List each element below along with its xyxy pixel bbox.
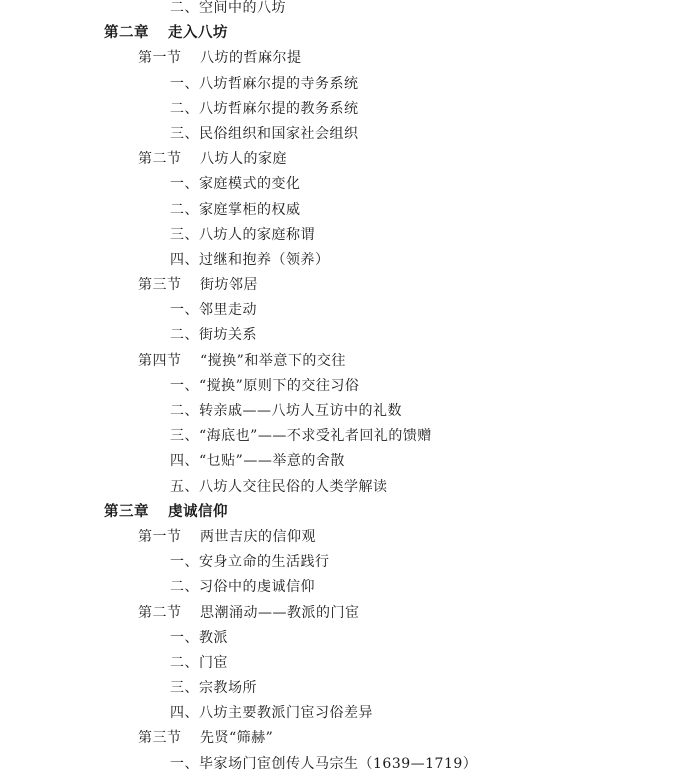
chapter-number: 第二章 xyxy=(104,25,149,42)
toc-section-heading xyxy=(0,147,681,172)
toc-item: 四、八坊主要教派门宦习俗差异 xyxy=(170,705,373,722)
toc-item: 一、毕家场门宦创传人马宗生（1639—1719） xyxy=(170,755,478,772)
section-title: 先贤“筛赫” xyxy=(200,730,274,747)
toc-item: 三、“海底也”——不求受礼者回礼的馈赠 xyxy=(170,428,432,445)
toc-item: 二、家庭掌柜的权威 xyxy=(170,201,301,218)
toc-item: 三、民俗组织和国家社会组织 xyxy=(170,125,359,142)
toc-item: 一、家庭模式的变化 xyxy=(170,176,301,193)
section-title: “搅换”和举意下的交往 xyxy=(200,352,346,369)
toc-item: 二、空间中的八坊 xyxy=(170,0,286,16)
toc-item: 二、习俗中的虔诚信仰 xyxy=(170,579,315,596)
toc-item: 二、八坊哲麻尔提的教务系统 xyxy=(170,100,359,117)
toc-section-heading xyxy=(0,525,681,550)
toc-item: 五、八坊人交往民俗的人类学解读 xyxy=(170,478,388,495)
toc-item: 二、门宦 xyxy=(170,654,228,671)
section-title: 八坊的哲麻尔提 xyxy=(200,50,302,67)
section-number: 第四节 xyxy=(138,352,182,369)
chapter-number: 第三章 xyxy=(104,503,149,520)
toc-section-heading xyxy=(0,46,681,71)
toc-section-heading xyxy=(0,726,681,751)
section-title: 思潮涌动——教派的门宦 xyxy=(200,604,360,621)
toc-item: 四、过继和抱养（领养） xyxy=(170,251,330,268)
toc-item: 三、八坊人的家庭称谓 xyxy=(170,226,315,243)
toc-item: 一、安身立命的生活践行 xyxy=(170,554,330,571)
toc-section-heading xyxy=(0,273,681,298)
toc-item: 二、转亲戚——八坊人互访中的礼数 xyxy=(170,403,402,419)
toc-item: 一、教派 xyxy=(170,629,228,646)
toc-chapter-heading xyxy=(0,500,681,525)
section-title: 街坊邻居 xyxy=(200,277,258,294)
toc-item: 一、八坊哲麻尔提的寺务系统 xyxy=(170,75,359,92)
toc-item: 二、街坊关系 xyxy=(170,327,257,344)
section-number: 第一节 xyxy=(138,50,182,67)
section-number: 第三节 xyxy=(138,730,182,747)
section-number: 第三节 xyxy=(138,277,182,294)
section-number: 第二节 xyxy=(138,151,182,168)
toc-item: 一、“搅换”原则下的交往习俗 xyxy=(170,377,360,394)
toc-chapter-heading xyxy=(0,21,681,46)
toc-item: 四、“乜贴”——举意的舍散 xyxy=(170,453,345,470)
section-number: 第二节 xyxy=(138,604,182,621)
section-title: 两世吉庆的信仰观 xyxy=(200,528,316,545)
section-number: 第一节 xyxy=(138,528,182,545)
section-title: 八坊人的家庭 xyxy=(200,151,287,168)
chapter-title: 虔诚信仰 xyxy=(168,503,228,520)
chapter-title: 走入八坊 xyxy=(168,25,228,42)
toc-section-heading xyxy=(0,601,681,626)
toc-item: 一、邻里走动 xyxy=(170,302,257,319)
toc-section-heading xyxy=(0,349,681,374)
toc-item: 三、宗教场所 xyxy=(170,680,257,697)
